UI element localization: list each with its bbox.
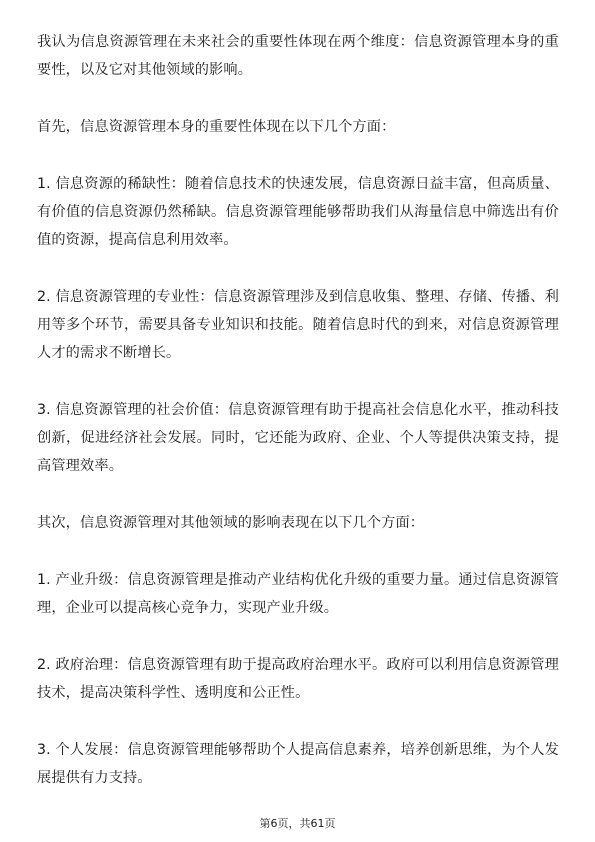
point-social-value: 3. 信息资源管理的社会价值：信息资源管理有助于提高社会信息化水平，推动科技创新，促进经济社会发展。同时，它还能为政府、企业、个人等提供决策支持，提高管理效率。 [37,402,559,474]
section-heading-first: 首先，信息资源管理本身的重要性体现在以下几个方面： [37,119,396,135]
intro-paragraph: 我认为信息资源管理在未来社会的重要性体现在两个维度：信息资源管理本身的重要性，以及它对其他领域的影响。 [37,34,559,78]
point-personal-development: 3. 个人发展：信息资源管理能够帮助个人提高信息素养，培养创新思维，为个人发展提供有力支持。 [37,742,559,786]
point-professionalism: 2. 信息资源管理的专业性：信息资源管理涉及到信息收集、整理、存储、传播、利用等多个环节，需要具备专业知识和技能。随着信息时代的到来，对信息资源管理人才的需求不断增长。 [37,289,559,361]
point-government-governance: 2. 政府治理：信息资源管理有助于提高政府治理水平。政府可以利用信息资源管理技术，提高决策科学性、透明度和公正性。 [37,657,559,701]
section-heading-second: 其次，信息资源管理对其他领域的影响表现在以下几个方面： [37,515,425,531]
page-number: 第6页，共61页 [259,817,336,830]
document-body [37,28,559,821]
point-industry-upgrade: 1. 产业升级：信息资源管理是推动产业结构优化升级的重要力量。通过信息资源管理，企业可以提高核心竞争力，实现产业升级。 [37,572,559,616]
point-scarcity: 1. 信息资源的稀缺性：随着信息技术的快速发展，信息资源日益丰富，但高质量、有价值的信息资源仍然稀缺。信息资源管理能够帮助我们从海量信息中筛选出有价值的资源，提高信息利用效率。 [37,176,559,248]
